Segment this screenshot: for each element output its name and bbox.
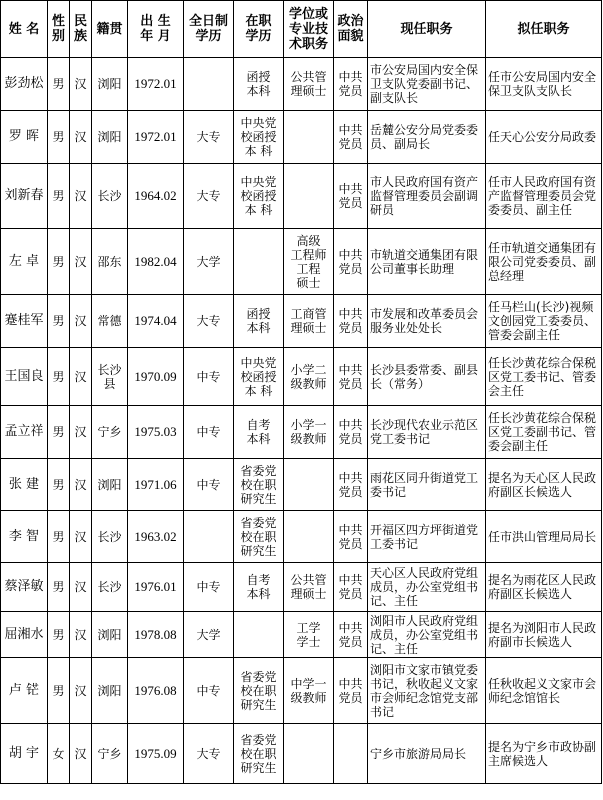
cell-in-service-edu: 省委党 校在职 研究生 (234, 658, 284, 724)
cell-gender: 男 (48, 111, 70, 164)
cell-political: 中共 党员 (334, 111, 368, 164)
cell-political: 中共 党员 (334, 406, 368, 459)
cell-full-time-edu: 中专 (184, 658, 234, 724)
cell-gender: 男 (48, 295, 70, 348)
cell-name: 卢 铓 (1, 658, 48, 724)
header-gender: 性 别 (48, 1, 70, 58)
cell-gender: 女 (48, 724, 70, 784)
cell-gender: 男 (48, 58, 70, 111)
cell-hometown: 浏阳 (92, 658, 128, 724)
cell-hometown: 浏阳 (92, 459, 128, 511)
cell-name: 彭劲松 (1, 58, 48, 111)
cell-political: 中共 党员 (334, 58, 368, 111)
cell-gender: 男 (48, 658, 70, 724)
cell-political: 中共 党员 (334, 563, 368, 612)
cell-political: 中共 党员 (334, 612, 368, 658)
cell-name: 孟立祥 (1, 406, 48, 459)
cell-ethnicity: 汉 (70, 406, 92, 459)
cell-degree: 工商管 理硕士 (284, 295, 334, 348)
cell-birth: 1978.08 (128, 612, 184, 658)
cell-current-post: 宁乡市旅游局局长 (368, 724, 486, 784)
cell-political: 中共 党员 (334, 658, 368, 724)
cell-proposed-post: 任长沙黄花综合保税区党工委副书记、管委会副主任 (486, 406, 602, 459)
cell-hometown: 浏阳 (92, 58, 128, 111)
table-row (1, 164, 602, 229)
cell-in-service-edu (234, 612, 284, 658)
cell-degree: 小学二 级教师 (284, 348, 334, 406)
cell-current-post: 市人民政府国有资产监督管理委员会副调研员 (368, 164, 486, 229)
cell-degree: 公共管 理硕士 (284, 58, 334, 111)
cell-political: 中共 党员 (334, 511, 368, 563)
cell-current-post: 开福区四方坪街道党工委书记 (368, 511, 486, 563)
cell-proposed-post: 提名为宁乡市政协副主席候选人 (486, 724, 602, 784)
cell-ethnicity: 汉 (70, 724, 92, 784)
cell-full-time-edu: 中专 (184, 459, 234, 511)
cell-hometown: 浏阳 (92, 612, 128, 658)
cell-current-post: 长沙现代农业示范区党工委书记 (368, 406, 486, 459)
cell-ethnicity: 汉 (70, 164, 92, 229)
cell-ethnicity: 汉 (70, 111, 92, 164)
cell-in-service-edu: 自考 本科 (234, 563, 284, 612)
cell-ethnicity: 汉 (70, 612, 92, 658)
header-proposed-post: 拟任职务 (486, 1, 602, 58)
cell-proposed-post: 提名为浏阳市人民政府副市长候选人 (486, 612, 602, 658)
cell-gender: 男 (48, 612, 70, 658)
cell-in-service-edu: 自考 本科 (234, 406, 284, 459)
header-name: 姓 名 (1, 1, 48, 58)
cell-proposed-post: 提名为天心区人民政府副区长候选人 (486, 459, 602, 511)
cell-name: 刘新春 (1, 164, 48, 229)
cell-in-service-edu: 中央党 校函授 本 科 (234, 164, 284, 229)
cell-proposed-post: 任长沙黄花综合保税区党工委书记、管委会主任 (486, 348, 602, 406)
cell-current-post: 长沙县委常委、副县长（常务） (368, 348, 486, 406)
table-row (1, 612, 602, 658)
cell-current-post: 岳麓公安分局党委委员、副局长 (368, 111, 486, 164)
cell-hometown: 宁乡 (92, 724, 128, 784)
header-degree: 学位或 专业技 术职务 (284, 1, 334, 58)
cell-current-post: 市发展和改革委员会服务业处处长 (368, 295, 486, 348)
cell-name: 蹇桂军 (1, 295, 48, 348)
header-hometown: 籍贯 (92, 1, 128, 58)
table-row (1, 511, 602, 563)
cell-political (334, 724, 368, 784)
cell-proposed-post: 任市洪山管理局局长 (486, 511, 602, 563)
cell-hometown: 宁乡 (92, 406, 128, 459)
cell-in-service-edu: 省委党 校在职 研究生 (234, 724, 284, 784)
cell-name: 左 卓 (1, 229, 48, 295)
cell-hometown: 长沙 县 (92, 348, 128, 406)
cell-degree (284, 164, 334, 229)
cell-birth: 1972.01 (128, 111, 184, 164)
cell-full-time-edu: 大学 (184, 229, 234, 295)
cell-gender: 男 (48, 406, 70, 459)
cell-hometown: 长沙 (92, 563, 128, 612)
cell-name: 蔡泽敏 (1, 563, 48, 612)
table-row (1, 58, 602, 111)
cell-full-time-edu (184, 511, 234, 563)
cell-in-service-edu: 函授 本科 (234, 295, 284, 348)
cell-gender: 男 (48, 563, 70, 612)
cell-political: 中共 党员 (334, 229, 368, 295)
cell-degree: 公共管 理硕士 (284, 563, 334, 612)
cell-gender: 男 (48, 229, 70, 295)
table-row (1, 658, 602, 724)
cell-full-time-edu: 大专 (184, 295, 234, 348)
cell-birth: 1963.02 (128, 511, 184, 563)
cell-birth: 1976.01 (128, 563, 184, 612)
cell-hometown: 常德 (92, 295, 128, 348)
table-row (1, 295, 602, 348)
cell-degree: 小学一 级教师 (284, 406, 334, 459)
table-row (1, 406, 602, 459)
cell-full-time-edu: 大专 (184, 111, 234, 164)
cell-ethnicity: 汉 (70, 511, 92, 563)
cell-current-post: 浏阳市人民政府党组成员，办公室党组书记、主任 (368, 612, 486, 658)
cell-birth: 1975.03 (128, 406, 184, 459)
cell-current-post: 市公安局国内安全保卫支队党委副书记、副支队长 (368, 58, 486, 111)
header-current-post: 现任职务 (368, 1, 486, 58)
cell-full-time-edu (184, 58, 234, 111)
cell-proposed-post: 任秋收起义文家市会师纪念馆馆长 (486, 658, 602, 724)
cell-ethnicity: 汉 (70, 229, 92, 295)
cell-current-post: 雨花区同升街道党工委书记 (368, 459, 486, 511)
cell-political: 中共 党员 (334, 164, 368, 229)
cell-proposed-post: 任马栏山(长沙)视频文创园党工委委员、管委会副主任 (486, 295, 602, 348)
cell-hometown: 长沙 (92, 164, 128, 229)
header-row (1, 1, 602, 58)
cell-proposed-post: 任市人民政府国有资产监督管理委员会党委委员、副主任 (486, 164, 602, 229)
header-in-service-edu: 在职 学历 (234, 1, 284, 58)
cell-birth: 1982.04 (128, 229, 184, 295)
cell-in-service-edu (234, 229, 284, 295)
cell-name: 张 建 (1, 459, 48, 511)
cell-proposed-post: 任市轨道交通集团有限公司党委委员、副总经理 (486, 229, 602, 295)
cell-proposed-post: 任天心公安分局政委 (486, 111, 602, 164)
cell-proposed-post: 提名为雨花区人民政府副区长候选人 (486, 563, 602, 612)
cell-full-time-edu: 大专 (184, 164, 234, 229)
cell-political: 中共 党员 (334, 348, 368, 406)
cell-political: 中共 党员 (334, 295, 368, 348)
cell-degree: 中学一 级教师 (284, 658, 334, 724)
cell-name: 李 智 (1, 511, 48, 563)
cell-ethnicity: 汉 (70, 348, 92, 406)
cell-in-service-edu: 中央党 校函授 本 科 (234, 111, 284, 164)
cell-gender: 男 (48, 511, 70, 563)
cell-in-service-edu: 函授 本科 (234, 58, 284, 111)
cell-degree (284, 511, 334, 563)
cell-hometown: 长沙 (92, 511, 128, 563)
cell-degree (284, 459, 334, 511)
cell-full-time-edu: 中专 (184, 406, 234, 459)
cell-degree: 工学 学士 (284, 612, 334, 658)
cell-gender: 男 (48, 459, 70, 511)
cell-in-service-edu: 省委党 校在职 研究生 (234, 511, 284, 563)
table-row (1, 563, 602, 612)
cell-current-post: 浏阳市文家市镇党委书记，秋收起义文家市会师纪念馆党支部书记 (368, 658, 486, 724)
cell-birth: 1972.01 (128, 58, 184, 111)
cell-degree: 高级 工程师 工程 硕士 (284, 229, 334, 295)
cell-hometown: 邵东 (92, 229, 128, 295)
cell-name: 罗 晖 (1, 111, 48, 164)
cell-degree (284, 111, 334, 164)
table-row (1, 229, 602, 295)
table-row (1, 724, 602, 784)
cell-full-time-edu: 大专 (184, 724, 234, 784)
table-row (1, 459, 602, 511)
cell-birth: 1971.06 (128, 459, 184, 511)
cell-birth: 1974.04 (128, 295, 184, 348)
cell-birth: 1976.08 (128, 658, 184, 724)
cell-degree (284, 724, 334, 784)
cell-name: 王国良 (1, 348, 48, 406)
cell-in-service-edu: 省委党 校在职 研究生 (234, 459, 284, 511)
cell-ethnicity: 汉 (70, 459, 92, 511)
table-row (1, 111, 602, 164)
cell-political: 中共 党员 (334, 459, 368, 511)
cell-current-post: 市轨道交通集团有限公司董事长助理 (368, 229, 486, 295)
header-full-time-edu: 全日制 学历 (184, 1, 234, 58)
header-birth: 出 生 年 月 (128, 1, 184, 58)
cell-name: 屈湘水 (1, 612, 48, 658)
cell-full-time-edu: 中专 (184, 348, 234, 406)
cell-birth: 1964.02 (128, 164, 184, 229)
cell-name: 胡 宇 (1, 724, 48, 784)
header-ethnicity: 民 族 (70, 1, 92, 58)
cell-ethnicity: 汉 (70, 58, 92, 111)
table-row (1, 348, 602, 406)
cell-current-post: 天心区人民政府党组成员，办公室党组书记、主任 (368, 563, 486, 612)
cell-birth: 1975.09 (128, 724, 184, 784)
cell-in-service-edu: 中央党 校函授 本 科 (234, 348, 284, 406)
cell-full-time-edu: 大学 (184, 612, 234, 658)
header-political: 政治 面貌 (334, 1, 368, 58)
cell-hometown: 浏阳 (92, 111, 128, 164)
cell-ethnicity: 汉 (70, 563, 92, 612)
cell-proposed-post: 任市公安局国内安全保卫支队支队长 (486, 58, 602, 111)
cell-ethnicity: 汉 (70, 658, 92, 724)
cell-gender: 男 (48, 348, 70, 406)
cell-ethnicity: 汉 (70, 295, 92, 348)
cell-birth: 1970.09 (128, 348, 184, 406)
cell-full-time-edu: 中专 (184, 563, 234, 612)
cell-gender: 男 (48, 164, 70, 229)
